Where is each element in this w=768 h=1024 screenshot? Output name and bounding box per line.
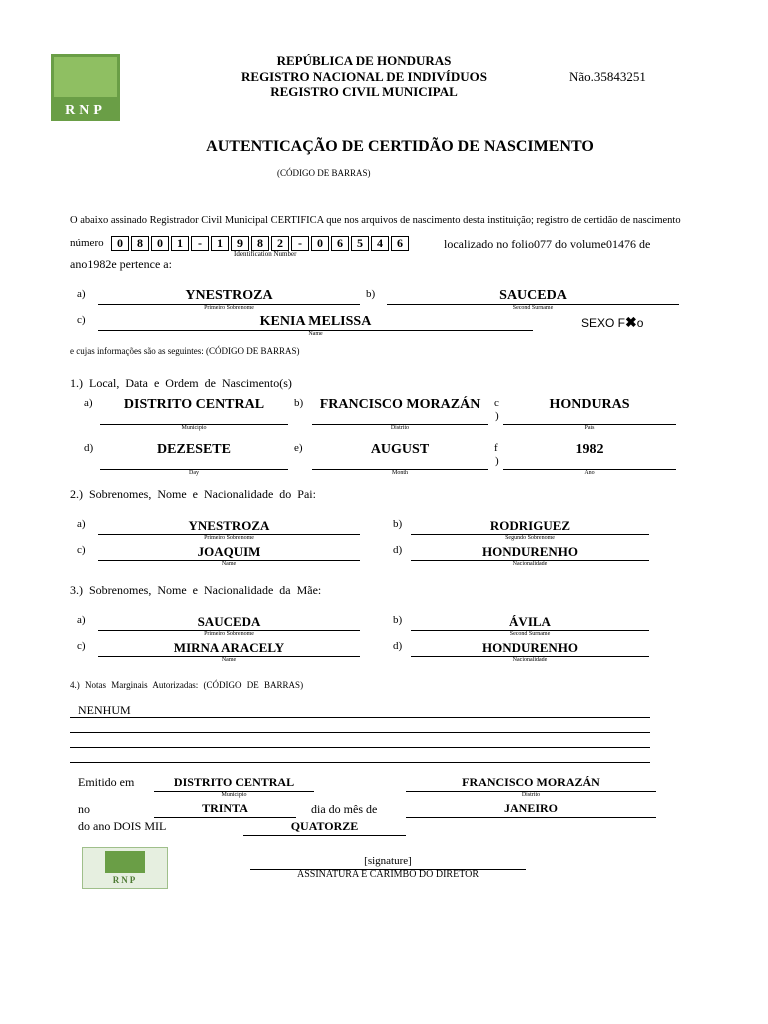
mother-nationality: HONDURENHO: [481, 640, 579, 655]
field-caption: País: [584, 425, 595, 431]
id-digit: 1: [211, 236, 229, 251]
issued-municipio: DISTRITO CENTRAL: [173, 775, 295, 789]
field-caption: Second Surname: [509, 631, 551, 637]
rnp-stamp: [82, 847, 168, 889]
id-digit: 9: [231, 236, 249, 251]
field-caption: Primeiro Sobrenome: [204, 305, 254, 311]
header-line3: REGISTRO CIVIL MUNICIPAL: [270, 84, 458, 99]
no-label: no: [78, 802, 90, 816]
section2-title: 2.) Sobrenomes, Nome e Nacionalidade do Pai:: [70, 487, 316, 501]
birth-distrito: FRANCISCO MORAZÁN: [319, 397, 481, 412]
underline: [243, 835, 406, 836]
field-label: c): [77, 640, 86, 652]
field-label: a): [84, 397, 93, 409]
field-label: c): [77, 314, 86, 326]
father-second-surname: RODRIGUEZ: [489, 518, 571, 533]
person-second-surname: SAUCEDA: [499, 288, 567, 303]
id-caption: Identification Number: [234, 250, 297, 258]
stamp-text: RNP: [112, 875, 138, 885]
rnp-logo: [51, 54, 120, 121]
id-digit: 5: [351, 236, 369, 251]
field-label: d): [393, 544, 403, 556]
id-digit: 0: [311, 236, 329, 251]
logo-emblem-icon: [54, 57, 117, 97]
section4-title: 4.) Notas Marginais Autorizadas: (CÓDIGO DE BARRAS): [70, 680, 304, 690]
field-label: a): [77, 518, 86, 530]
underline: [70, 732, 650, 733]
signature-caption: ASSINATURA E CARIMBO DO DIRETOR: [296, 869, 480, 880]
field-caption: Second Surname: [512, 305, 554, 311]
id-digit: 8: [131, 236, 149, 251]
person-name: KENIA MELISSA: [259, 314, 372, 329]
sexo-field: [581, 314, 643, 331]
id-digit: 0: [111, 236, 129, 251]
id-digit: 2: [271, 236, 289, 251]
field-label: f: [494, 442, 498, 454]
header-line1: REPÚBLICA DE HONDURAS: [276, 53, 452, 68]
field-label: d): [393, 640, 403, 652]
field-label: ): [495, 410, 499, 422]
issued-day: TRINTA: [202, 801, 248, 815]
field-caption: Name: [308, 331, 323, 337]
id-digit: -: [191, 236, 209, 251]
id-digit: 0: [151, 236, 169, 251]
father-first-surname: YNESTROZA: [188, 518, 270, 533]
sexo-tail: o: [636, 316, 644, 330]
id-digit: -: [291, 236, 309, 251]
document-title: AUTENTICAÇÃO DE CERTIDÃO DE NASCIMENTO: [206, 138, 594, 155]
field-label: c): [77, 544, 86, 556]
id-digit: 8: [251, 236, 269, 251]
id-digit: 6: [391, 236, 409, 251]
field-label: c: [494, 397, 499, 409]
birth-day: DEZESETE: [157, 442, 231, 457]
issued-month: JANEIRO: [503, 801, 558, 815]
person-first-surname: YNESTROZA: [185, 288, 273, 303]
underline: [70, 762, 650, 763]
section1-title: 1.) Local, Data e Ordem de Nascimento(s): [70, 376, 292, 390]
field-caption: Distrito: [521, 792, 541, 798]
underline: [154, 817, 296, 818]
emitido-label: Emitido em: [78, 775, 135, 789]
field-label: d): [84, 442, 94, 454]
field-label: a): [77, 288, 86, 300]
underline: [406, 817, 656, 818]
strikeout-mark-icon: ✖: [625, 314, 637, 330]
field-label: e): [294, 442, 303, 454]
ano-label: do ano DOIS MIL: [78, 819, 167, 833]
field-caption: Name: [221, 657, 237, 663]
certificate-number: Não.35843251: [569, 69, 646, 84]
field-caption: Name: [221, 561, 237, 567]
birth-municipio: DISTRITO CENTRAL: [123, 397, 265, 412]
mother-second-surname: ÁVILA: [509, 614, 551, 629]
stamp-emblem-icon: [105, 851, 145, 873]
field-label: b): [294, 397, 304, 409]
section3-title: 3.) Sobrenomes, Nome e Nacionalidade da Mãe:: [70, 583, 322, 597]
issued-year: QUATORZE: [290, 819, 359, 833]
field-label: b): [366, 288, 376, 300]
localizado-text: localizado no folio077 do volume01476 de: [444, 237, 651, 251]
mother-first-surname: SAUCEDA: [197, 614, 261, 629]
field-caption: Distrito: [390, 425, 410, 431]
field-caption: Município: [181, 425, 207, 431]
field-caption: Segundo Sobrenome: [505, 535, 555, 541]
field-caption: Ano: [584, 470, 595, 476]
field-label: ): [495, 455, 499, 467]
field-caption: Nacionalidade: [512, 561, 548, 567]
field-caption: Day: [189, 470, 199, 476]
field-caption: Month: [391, 470, 408, 476]
underline: [70, 717, 650, 718]
birth-year: 1982: [575, 442, 604, 457]
numero-label: número: [70, 237, 104, 249]
field-label: b): [393, 614, 403, 626]
field-caption: Primeiro Sobrenome: [204, 535, 254, 541]
field-label: b): [393, 518, 403, 530]
field-label: a): [77, 614, 86, 626]
id-digit: 4: [371, 236, 389, 251]
barcode-note: (CÓDIGO DE BARRAS): [277, 168, 371, 178]
field-caption: Nacionalidade: [512, 657, 548, 663]
father-nationality: HONDURENHO: [481, 544, 579, 559]
marginal-notes-value: NENHUM: [78, 703, 131, 717]
birth-month: AUGUST: [370, 442, 430, 457]
mother-name: MIRNA ARACELY: [173, 640, 285, 655]
info-line: e cujas informações são as seguintes: (CÓDIGO DE BARRAS): [70, 346, 300, 356]
underline: [70, 747, 650, 748]
dia-label: dia do mês de: [311, 802, 378, 816]
birth-pais: HONDURAS: [549, 397, 630, 412]
intro-text: O abaixo assinado Registrador Civil Municipal CERTIFICA que nos arquivos de nascimento desta instituição; registro de certidão de nascimento: [70, 215, 681, 226]
header-line2: REGISTRO NACIONAL DE INDIVÍDUOS: [241, 69, 487, 84]
field-caption: Primeiro Sobrenome: [204, 631, 254, 637]
id-digit: 1: [171, 236, 189, 251]
ano-text: ano1982e pertence a:: [70, 257, 172, 271]
sexo-label: SEXO F: [581, 316, 626, 330]
id-digit: 6: [331, 236, 349, 251]
field-caption: Município: [221, 792, 247, 798]
logo-text: RNP: [65, 103, 106, 118]
issued-distrito: FRANCISCO MORAZÁN: [462, 775, 600, 789]
signature: [signature]: [364, 855, 412, 867]
father-name: JOAQUIM: [197, 544, 261, 559]
